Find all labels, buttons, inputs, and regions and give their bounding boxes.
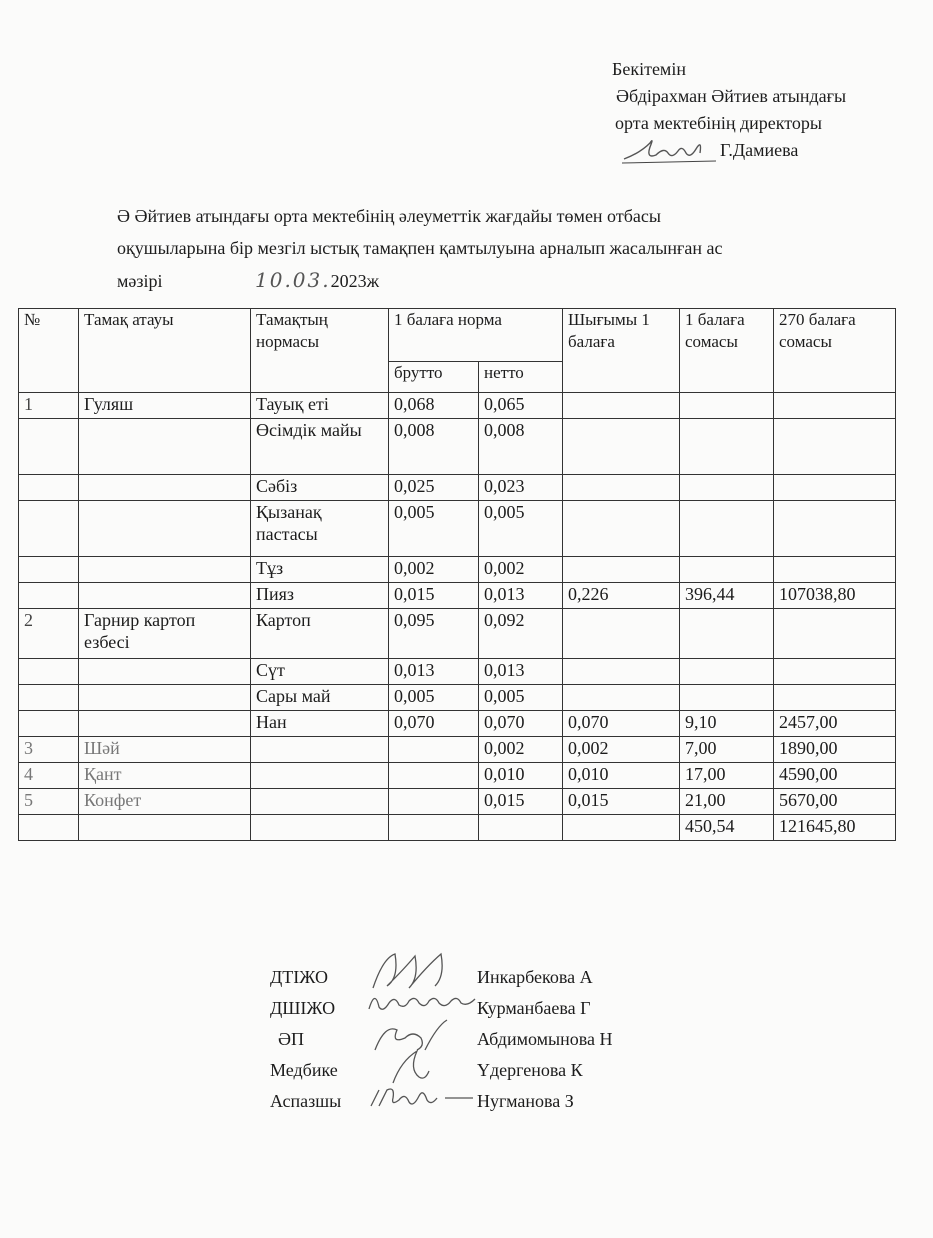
row-dish: Гуляш — [79, 393, 251, 419]
title-line-2: оқушыларына бір мезгіл ыстық тамақпен қамтылуына арналып жасалынған ас — [117, 238, 723, 258]
row-item: Пияз — [251, 583, 389, 609]
row-sum-one: 9,10 — [680, 711, 774, 737]
row-num — [19, 475, 79, 501]
row-dish — [79, 475, 251, 501]
row-yield: 0,015 — [563, 789, 680, 815]
signatures-block — [270, 962, 613, 1117]
row-gross: 0,070 — [389, 711, 479, 737]
row-num: 2 — [19, 609, 79, 659]
header-norm-name: Тамақтың нормасы — [251, 309, 389, 393]
row-sum-one: 7,00 — [680, 737, 774, 763]
row-sum-total: 4590,00 — [774, 763, 896, 789]
signature-role: ДТІЖО — [270, 967, 328, 987]
row-sum-total — [774, 475, 896, 501]
row-yield — [563, 501, 680, 557]
row-item: Картоп — [251, 609, 389, 659]
header-sum-total: 270 балаға сомасы — [774, 309, 896, 393]
row-sum-total — [774, 501, 896, 557]
title-menu-word: мәзірі — [117, 271, 163, 291]
document-title — [117, 200, 897, 297]
row-sum-one: 396,44 — [680, 583, 774, 609]
table-row — [19, 609, 896, 659]
row-sum-one — [680, 557, 774, 583]
row-yield: 0,226 — [563, 583, 680, 609]
row-net: 0,092 — [479, 609, 563, 659]
row-sum-total — [774, 609, 896, 659]
row-yield — [563, 557, 680, 583]
menu-table-wrap — [18, 308, 896, 841]
row-item: Қызанақ пастасы — [251, 501, 389, 557]
signature-name: Үдергенова К — [477, 1060, 583, 1080]
row-sum-one: 450,54 — [680, 815, 774, 841]
signature-name: Нугманова З — [477, 1091, 574, 1111]
row-sum-total: 121645,80 — [774, 815, 896, 841]
row-item: Өсімдік майы — [251, 419, 389, 475]
row-gross: 0,095 — [389, 609, 479, 659]
row-sum-total: 1890,00 — [774, 737, 896, 763]
title-year: 2023ж — [330, 271, 380, 291]
row-sum-one — [680, 609, 774, 659]
row-net: 0,002 — [479, 737, 563, 763]
handwritten-date: 10.03. — [255, 268, 331, 292]
table-row — [19, 393, 896, 419]
row-num — [19, 659, 79, 685]
row-num — [19, 815, 79, 841]
row-num — [19, 685, 79, 711]
header-norm-per-child: 1 балаға норма — [389, 309, 563, 362]
school-name-line: Әбдірахман Әйтиев атындағы — [616, 86, 847, 106]
row-gross: 0,068 — [389, 393, 479, 419]
signature-role: Медбике — [270, 1060, 338, 1080]
signature-row — [270, 1086, 613, 1117]
row-sum-total: 5670,00 — [774, 789, 896, 815]
table-row — [19, 711, 896, 737]
table-row — [19, 419, 896, 475]
row-dish — [79, 501, 251, 557]
table-row — [19, 659, 896, 685]
row-sum-one — [680, 475, 774, 501]
row-dish: Гарнир картоп езбесі — [79, 609, 251, 659]
row-yield — [563, 475, 680, 501]
row-item: Тұз — [251, 557, 389, 583]
row-item: Сүт — [251, 659, 389, 685]
row-sum-one — [680, 393, 774, 419]
signature-role: ДШІЖО — [270, 998, 336, 1018]
row-yield: 0,002 — [563, 737, 680, 763]
row-yield — [563, 419, 680, 475]
row-sum-one — [680, 419, 774, 475]
row-sum-total — [774, 419, 896, 475]
approval-block — [612, 56, 846, 164]
table-row — [19, 583, 896, 609]
row-item — [251, 763, 389, 789]
row-gross — [389, 737, 479, 763]
table-row — [19, 763, 896, 789]
row-item: Сары май — [251, 685, 389, 711]
header-sum-one: 1 балаға сомасы — [680, 309, 774, 393]
row-item — [251, 815, 389, 841]
table-row — [19, 815, 896, 841]
row-net: 0,010 — [479, 763, 563, 789]
director-signature-line — [612, 137, 846, 164]
row-sum-one — [680, 685, 774, 711]
row-net: 0,065 — [479, 393, 563, 419]
row-dish: Конфет — [79, 789, 251, 815]
row-net: 0,002 — [479, 557, 563, 583]
signature-role: Аспазшы — [270, 1091, 342, 1111]
signature-name: Инкарбекова А — [477, 967, 593, 987]
row-gross: 0,015 — [389, 583, 479, 609]
table-row — [19, 789, 896, 815]
row-sum-total — [774, 685, 896, 711]
row-num — [19, 419, 79, 475]
row-yield: 0,010 — [563, 763, 680, 789]
row-sum-one: 17,00 — [680, 763, 774, 789]
row-dish: Қант — [79, 763, 251, 789]
row-sum-total — [774, 557, 896, 583]
menu-table — [18, 308, 896, 841]
header-yield: Шығымы 1 балаға — [563, 309, 680, 393]
header-num: № — [19, 309, 79, 393]
row-net: 0,005 — [479, 685, 563, 711]
header-dish: Тамақ атауы — [79, 309, 251, 393]
row-net: 0,015 — [479, 789, 563, 815]
row-num: 5 — [19, 789, 79, 815]
row-sum-one — [680, 501, 774, 557]
row-dish — [79, 419, 251, 475]
row-dish — [79, 659, 251, 685]
row-gross: 0,013 — [389, 659, 479, 685]
row-yield — [563, 659, 680, 685]
signature-role: ӘП — [278, 1029, 304, 1049]
row-sum-total: 107038,80 — [774, 583, 896, 609]
menu-table-body — [19, 393, 896, 841]
director-title-line: орта мектебінің директоры — [615, 113, 823, 133]
row-item: Нан — [251, 711, 389, 737]
row-num: 4 — [19, 763, 79, 789]
title-line-3 — [117, 264, 897, 297]
row-sum-total — [774, 393, 896, 419]
approval-heading: Бекітемін — [612, 59, 686, 79]
row-sum-one — [680, 659, 774, 685]
row-sum-total: 2457,00 — [774, 711, 896, 737]
director-signature-icon — [620, 133, 720, 167]
row-gross — [389, 789, 479, 815]
title-line-1: Ә Әйтиев атындағы орта мектебінің әлеуметтік жағдайы төмен отбасы — [117, 206, 661, 226]
row-net — [479, 815, 563, 841]
signature-name: Абдимомынова Н — [477, 1029, 613, 1049]
row-num — [19, 583, 79, 609]
row-item — [251, 737, 389, 763]
row-num — [19, 711, 79, 737]
row-dish — [79, 557, 251, 583]
row-yield: 0,070 — [563, 711, 680, 737]
table-row — [19, 737, 896, 763]
row-gross: 0,025 — [389, 475, 479, 501]
row-num: 1 — [19, 393, 79, 419]
row-gross: 0,005 — [389, 501, 479, 557]
table-row — [19, 501, 896, 557]
row-net: 0,013 — [479, 659, 563, 685]
row-dish: Шәй — [79, 737, 251, 763]
row-net: 0,013 — [479, 583, 563, 609]
row-yield — [563, 815, 680, 841]
row-dish — [79, 711, 251, 737]
row-dish — [79, 685, 251, 711]
row-gross: 0,008 — [389, 419, 479, 475]
table-row — [19, 557, 896, 583]
header-gross: брутто — [389, 362, 479, 393]
row-item — [251, 789, 389, 815]
row-dish — [79, 583, 251, 609]
row-gross: 0,005 — [389, 685, 479, 711]
row-gross — [389, 815, 479, 841]
row-gross — [389, 763, 479, 789]
row-net: 0,008 — [479, 419, 563, 475]
row-net: 0,005 — [479, 501, 563, 557]
row-net: 0,023 — [479, 475, 563, 501]
row-num — [19, 501, 79, 557]
row-gross: 0,002 — [389, 557, 479, 583]
table-row — [19, 475, 896, 501]
signature-name: Курманбаева Г — [477, 998, 591, 1018]
table-row — [19, 685, 896, 711]
row-yield — [563, 609, 680, 659]
row-net: 0,070 — [479, 711, 563, 737]
row-sum-total — [774, 659, 896, 685]
signature-icon — [365, 1086, 477, 1117]
row-item: Тауық еті — [251, 393, 389, 419]
row-num: 3 — [19, 737, 79, 763]
row-item: Сәбіз — [251, 475, 389, 501]
row-sum-one: 21,00 — [680, 789, 774, 815]
director-name: Г.Дамиева — [720, 140, 799, 160]
row-dish — [79, 815, 251, 841]
row-num — [19, 557, 79, 583]
header-net: нетто — [479, 362, 563, 393]
row-yield — [563, 393, 680, 419]
row-yield — [563, 685, 680, 711]
